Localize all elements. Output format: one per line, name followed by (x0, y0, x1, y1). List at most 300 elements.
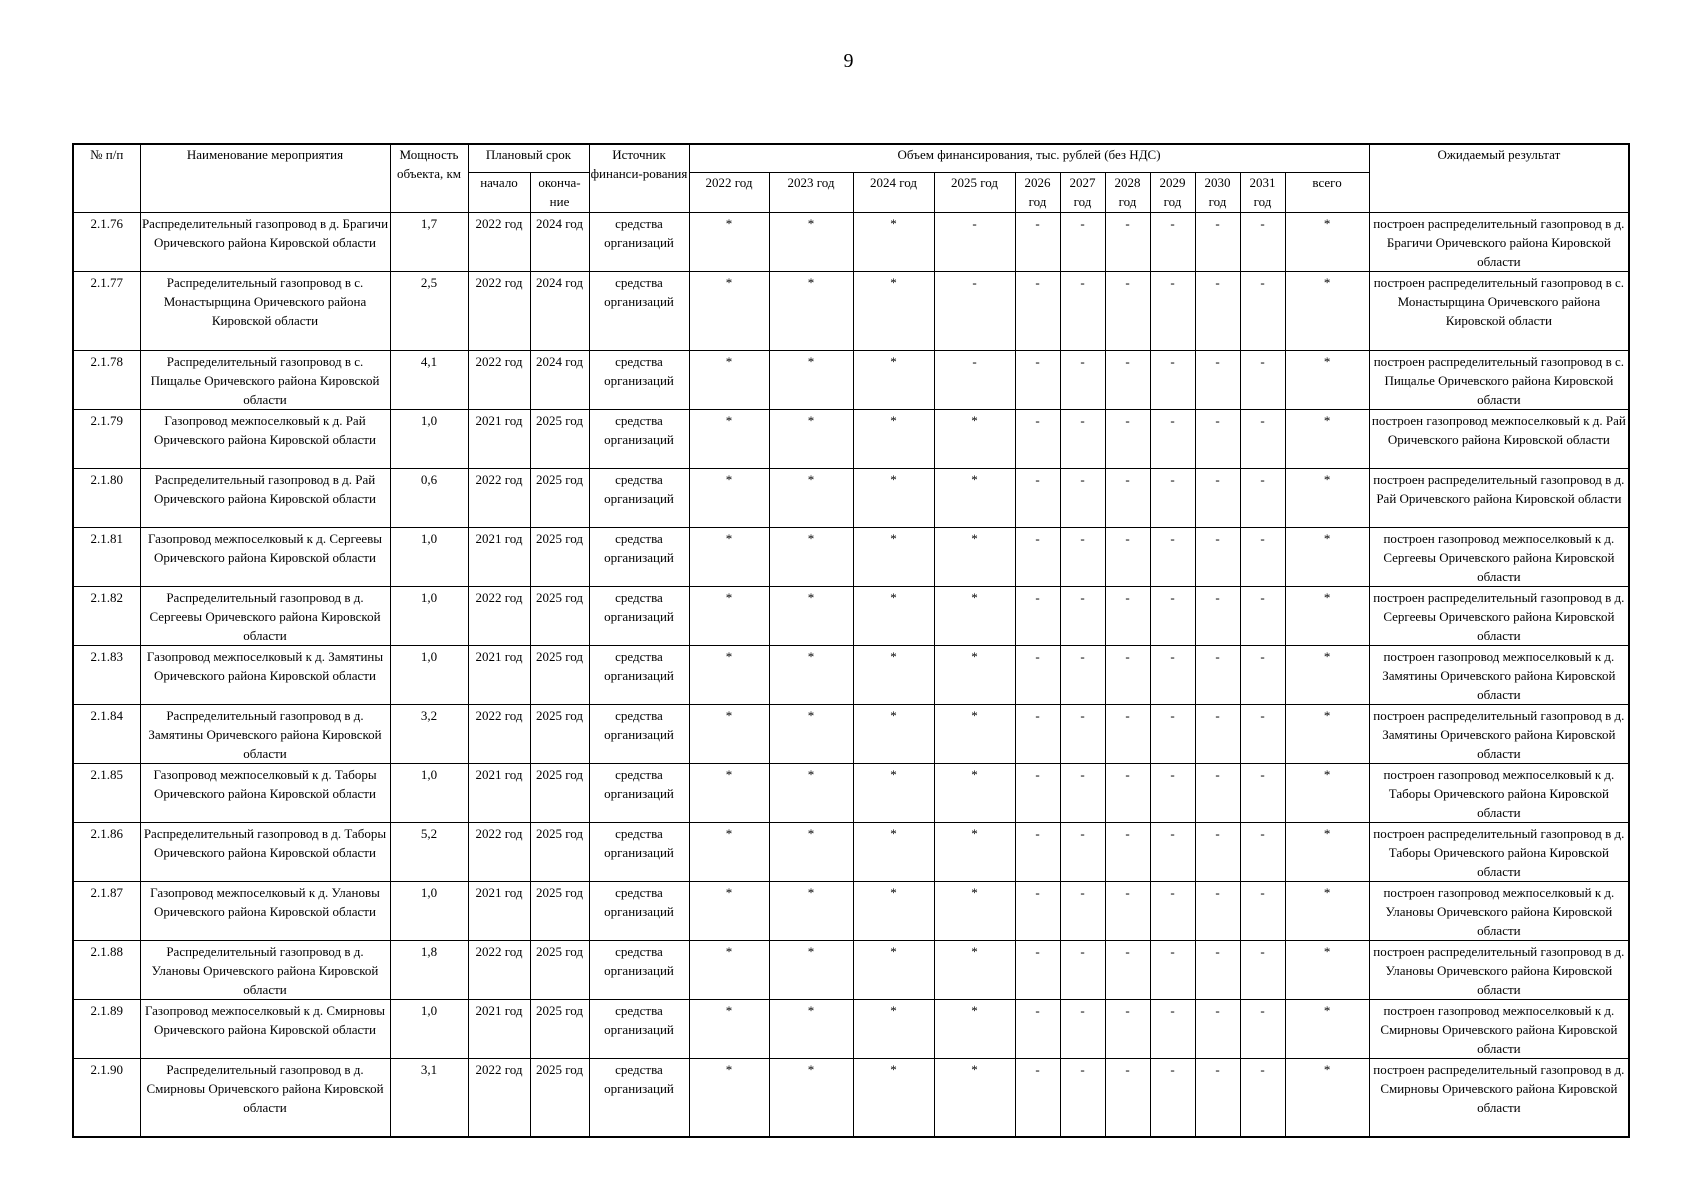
row-end: 2025 год (530, 940, 589, 999)
header-end: оконча-ние (530, 172, 589, 212)
table-row (73, 999, 1629, 1058)
row-year-funding: * (689, 645, 769, 704)
row-result: построен распределительный газопровод в д. Смирновы Оричевского района Кировской области (1369, 1058, 1629, 1137)
row-result: построен распределительный газопровод в с. Монастырщина Оричевского района Кировской области (1369, 271, 1629, 350)
row-end: 2024 год (530, 271, 589, 350)
row-year-funding: - (1015, 763, 1060, 822)
row-end: 2025 год (530, 645, 589, 704)
row-year-funding: * (769, 271, 853, 350)
row-year-funding: - (1150, 704, 1195, 763)
row-year-funding: - (1105, 271, 1150, 350)
row-capacity: 0,6 (390, 468, 468, 527)
row-source: средства организаций (589, 999, 689, 1058)
row-year-funding: - (1195, 822, 1240, 881)
row-number: 2.1.76 (73, 212, 140, 271)
row-start: 2022 год (468, 1058, 530, 1137)
row-result: построен распределительный газопровод в д. Сергеевы Оричевского района Кировской области (1369, 586, 1629, 645)
row-year-funding: - (1240, 271, 1285, 350)
row-capacity: 3,1 (390, 1058, 468, 1137)
row-start: 2022 год (468, 822, 530, 881)
row-year-funding: - (1060, 940, 1105, 999)
row-year-funding: - (1195, 527, 1240, 586)
row-year-funding: - (934, 212, 1015, 271)
row-result: построен газопровод межпоселковый к д. Замятины Оричевского района Кировской области (1369, 645, 1629, 704)
row-end: 2025 год (530, 999, 589, 1058)
row-number: 2.1.90 (73, 1058, 140, 1137)
row-year-funding: - (1015, 999, 1060, 1058)
row-year-funding: - (1015, 468, 1060, 527)
row-name: Распределительный газопровод в д. Брагичи Оричевского района Кировской области (140, 212, 390, 271)
row-name: Распределительный газопровод в д. Улановы Оричевского района Кировской области (140, 940, 390, 999)
row-year-funding: * (689, 271, 769, 350)
row-year-funding: - (1060, 822, 1105, 881)
row-year-funding: * (689, 940, 769, 999)
row-number: 2.1.79 (73, 409, 140, 468)
row-source: средства организаций (589, 271, 689, 350)
row-year-funding: * (934, 468, 1015, 527)
row-name: Распределительный газопровод в д. Смирновы Оричевского района Кировской области (140, 1058, 390, 1137)
table-row (73, 881, 1629, 940)
row-number: 2.1.87 (73, 881, 140, 940)
row-number: 2.1.84 (73, 704, 140, 763)
row-end: 2025 год (530, 1058, 589, 1137)
row-year-funding: - (1105, 468, 1150, 527)
row-year-funding: * (934, 940, 1015, 999)
row-year-funding: - (1015, 212, 1060, 271)
row-year-funding: - (1150, 468, 1195, 527)
header-year: 2029 год (1150, 172, 1195, 212)
row-source: средства организаций (589, 212, 689, 271)
table-row (73, 586, 1629, 645)
row-end: 2025 год (530, 704, 589, 763)
row-year-funding: - (1015, 822, 1060, 881)
row-total: * (1285, 704, 1369, 763)
row-year-funding: - (1105, 704, 1150, 763)
page-number: 9 (843, 50, 854, 72)
row-start: 2021 год (468, 527, 530, 586)
row-year-funding: * (689, 999, 769, 1058)
header-planned-term: Плановый срок (468, 144, 589, 172)
row-capacity: 2,5 (390, 271, 468, 350)
table-row (73, 212, 1629, 271)
row-end: 2024 год (530, 212, 589, 271)
row-year-funding: - (1105, 999, 1150, 1058)
row-year-funding: * (689, 704, 769, 763)
row-capacity: 1,0 (390, 881, 468, 940)
row-year-funding: - (1240, 763, 1285, 822)
row-year-funding: * (769, 1058, 853, 1137)
row-year-funding: - (1240, 822, 1285, 881)
row-source: средства организаций (589, 350, 689, 409)
row-year-funding: - (1015, 409, 1060, 468)
row-year-funding: - (1015, 645, 1060, 704)
row-year-funding: - (1150, 271, 1195, 350)
row-year-funding: - (1060, 527, 1105, 586)
row-source: средства организаций (589, 645, 689, 704)
row-end: 2025 год (530, 409, 589, 468)
row-year-funding: - (1150, 763, 1195, 822)
row-year-funding: - (1195, 350, 1240, 409)
row-total: * (1285, 212, 1369, 271)
row-year-funding: - (1195, 271, 1240, 350)
row-year-funding: * (934, 881, 1015, 940)
header-year: 2026 год (1015, 172, 1060, 212)
row-year-funding: - (1105, 1058, 1150, 1137)
row-year-funding: - (934, 271, 1015, 350)
row-result: построен газопровод межпоселковый к д. Улановы Оричевского района Кировской области (1369, 881, 1629, 940)
row-end: 2025 год (530, 822, 589, 881)
row-result: построен распределительный газопровод в д. Таборы Оричевского района Кировской области (1369, 822, 1629, 881)
row-year-funding: - (1240, 645, 1285, 704)
row-year-funding: * (769, 586, 853, 645)
row-capacity: 1,7 (390, 212, 468, 271)
row-total: * (1285, 999, 1369, 1058)
row-capacity: 1,0 (390, 999, 468, 1058)
row-start: 2022 год (468, 271, 530, 350)
row-year-funding: - (1105, 586, 1150, 645)
row-name: Газопровод межпоселковый к д. Смирновы Оричевского района Кировской области (140, 999, 390, 1058)
row-year-funding: * (769, 350, 853, 409)
row-year-funding: - (1060, 704, 1105, 763)
row-year-funding: * (853, 999, 934, 1058)
row-year-funding: - (1105, 350, 1150, 409)
row-year-funding: * (853, 704, 934, 763)
row-year-funding: - (1195, 468, 1240, 527)
row-year-funding: - (1015, 704, 1060, 763)
row-year-funding: * (934, 586, 1015, 645)
row-capacity: 1,0 (390, 409, 468, 468)
row-year-funding: * (853, 645, 934, 704)
row-total: * (1285, 271, 1369, 350)
row-capacity: 1,0 (390, 527, 468, 586)
row-year-funding: - (1150, 881, 1195, 940)
row-total: * (1285, 350, 1369, 409)
header-year: 2031 год (1240, 172, 1285, 212)
row-result: построен распределительный газопровод в д. Рай Оричевского района Кировской области (1369, 468, 1629, 527)
row-year-funding: - (1060, 999, 1105, 1058)
table-row (73, 468, 1629, 527)
row-year-funding: - (1015, 586, 1060, 645)
row-year-funding: * (853, 822, 934, 881)
row-year-funding: - (1240, 1058, 1285, 1137)
header-num: № п/п (73, 144, 140, 212)
row-name: Газопровод межпоселковый к д. Рай Оричевского района Кировской области (140, 409, 390, 468)
row-year-funding: - (1150, 822, 1195, 881)
row-year-funding: - (1150, 645, 1195, 704)
row-number: 2.1.77 (73, 271, 140, 350)
row-year-funding: * (853, 409, 934, 468)
row-result: построен газопровод межпоселковый к д. Рай Оричевского района Кировской области (1369, 409, 1629, 468)
row-start: 2022 год (468, 350, 530, 409)
row-year-funding: * (769, 763, 853, 822)
header-year: 2024 год (853, 172, 934, 212)
row-name: Распределительный газопровод в д. Рай Оричевского района Кировской области (140, 468, 390, 527)
row-name: Газопровод межпоселковый к д. Улановы Оричевского района Кировской области (140, 881, 390, 940)
row-total: * (1285, 1058, 1369, 1137)
row-year-funding: * (689, 763, 769, 822)
row-year-funding: - (1015, 940, 1060, 999)
row-year-funding: - (1240, 527, 1285, 586)
row-year-funding: * (934, 704, 1015, 763)
row-year-funding: * (689, 350, 769, 409)
row-year-funding: - (1195, 212, 1240, 271)
row-number: 2.1.89 (73, 999, 140, 1058)
row-year-funding: * (689, 409, 769, 468)
row-capacity: 3,2 (390, 704, 468, 763)
row-year-funding: - (1150, 409, 1195, 468)
row-start: 2021 год (468, 881, 530, 940)
row-end: 2025 год (530, 881, 589, 940)
row-result: построен распределительный газопровод в д. Брагичи Оричевского района Кировской области (1369, 212, 1629, 271)
row-year-funding: - (1150, 527, 1195, 586)
row-year-funding: - (1195, 409, 1240, 468)
row-year-funding: * (769, 704, 853, 763)
row-year-funding: * (769, 881, 853, 940)
row-result: построен газопровод межпоселковый к д. Смирновы Оричевского района Кировской области (1369, 999, 1629, 1058)
row-year-funding: - (1105, 527, 1150, 586)
row-total: * (1285, 881, 1369, 940)
row-year-funding: - (1150, 212, 1195, 271)
row-capacity: 1,8 (390, 940, 468, 999)
header-year: 2028 год (1105, 172, 1150, 212)
row-capacity: 5,2 (390, 822, 468, 881)
table-row (73, 409, 1629, 468)
row-year-funding: - (1240, 468, 1285, 527)
row-start: 2021 год (468, 645, 530, 704)
row-end: 2025 год (530, 468, 589, 527)
row-year-funding: - (1195, 645, 1240, 704)
row-number: 2.1.83 (73, 645, 140, 704)
row-start: 2021 год (468, 999, 530, 1058)
row-end: 2025 год (530, 586, 589, 645)
header-start: начало (468, 172, 530, 212)
row-end: 2025 год (530, 527, 589, 586)
row-start: 2022 год (468, 704, 530, 763)
row-year-funding: - (1240, 704, 1285, 763)
row-year-funding: * (934, 822, 1015, 881)
row-year-funding: * (769, 212, 853, 271)
row-year-funding: - (1015, 271, 1060, 350)
row-result: построен распределительный газопровод в с. Пищалье Оричевского района Кировской области (1369, 350, 1629, 409)
header-capacity: Мощность объекта, км (390, 144, 468, 212)
row-number: 2.1.85 (73, 763, 140, 822)
row-start: 2022 год (468, 468, 530, 527)
row-result: построен распределительный газопровод в д. Замятины Оричевского района Кировской области (1369, 704, 1629, 763)
row-year-funding: * (769, 409, 853, 468)
table-body (73, 212, 1629, 1137)
row-year-funding: - (1195, 881, 1240, 940)
table-row (73, 940, 1629, 999)
row-year-funding: - (1060, 586, 1105, 645)
row-result: построен газопровод межпоселковый к д. Таборы Оричевского района Кировской области (1369, 763, 1629, 822)
row-year-funding: - (1195, 999, 1240, 1058)
row-source: средства организаций (589, 1058, 689, 1137)
row-total: * (1285, 763, 1369, 822)
row-year-funding: * (689, 468, 769, 527)
row-year-funding: * (853, 1058, 934, 1137)
row-year-funding: - (1060, 763, 1105, 822)
row-year-funding: * (769, 999, 853, 1058)
row-total: * (1285, 586, 1369, 645)
row-year-funding: - (1150, 940, 1195, 999)
row-capacity: 1,0 (390, 586, 468, 645)
row-year-funding: - (1060, 409, 1105, 468)
row-year-funding: - (1150, 999, 1195, 1058)
row-year-funding: - (1060, 645, 1105, 704)
row-year-funding: * (689, 881, 769, 940)
row-year-funding: * (853, 586, 934, 645)
header-funding: Объем финансирования, тыс. рублей (без НДС) (689, 144, 1369, 172)
row-year-funding: - (1240, 586, 1285, 645)
row-year-funding: - (1060, 271, 1105, 350)
row-year-funding: * (853, 527, 934, 586)
row-source: средства организаций (589, 763, 689, 822)
row-year-funding: - (1105, 212, 1150, 271)
row-year-funding: - (1195, 586, 1240, 645)
row-total: * (1285, 822, 1369, 881)
row-year-funding: * (769, 527, 853, 586)
table-row (73, 822, 1629, 881)
header-source: Источник финанси-рования (589, 144, 689, 212)
row-year-funding: - (1105, 881, 1150, 940)
row-year-funding: - (1060, 881, 1105, 940)
row-year-funding: * (853, 212, 934, 271)
row-result: построен газопровод межпоселковый к д. Сергеевы Оричевского района Кировской области (1369, 527, 1629, 586)
row-year-funding: * (853, 881, 934, 940)
row-year-funding: - (1240, 999, 1285, 1058)
row-capacity: 1,0 (390, 645, 468, 704)
row-year-funding: - (934, 350, 1015, 409)
row-year-funding: * (769, 468, 853, 527)
row-year-funding: - (1105, 409, 1150, 468)
row-year-funding: * (853, 468, 934, 527)
row-capacity: 1,0 (390, 763, 468, 822)
row-year-funding: - (1105, 645, 1150, 704)
row-name: Распределительный газопровод в с. Пищалье Оричевского района Кировской области (140, 350, 390, 409)
header-name: Наименование мероприятия (140, 144, 390, 212)
table-row (73, 1058, 1629, 1137)
row-year-funding: - (1105, 940, 1150, 999)
row-name: Распределительный газопровод в д. Таборы Оричевского района Кировской области (140, 822, 390, 881)
row-end: 2024 год (530, 350, 589, 409)
row-number: 2.1.86 (73, 822, 140, 881)
row-year-funding: * (934, 645, 1015, 704)
header-year: 2023 год (769, 172, 853, 212)
row-year-funding: * (769, 822, 853, 881)
row-source: средства организаций (589, 586, 689, 645)
row-number: 2.1.81 (73, 527, 140, 586)
row-name: Распределительный газопровод в с. Монастырщина Оричевского района Кировской области (140, 271, 390, 350)
row-year-funding: - (1150, 586, 1195, 645)
row-year-funding: - (1015, 527, 1060, 586)
row-year-funding: * (689, 1058, 769, 1137)
row-start: 2021 год (468, 409, 530, 468)
row-source: средства организаций (589, 940, 689, 999)
row-year-funding: - (1240, 212, 1285, 271)
row-year-funding: * (689, 586, 769, 645)
row-result: построен распределительный газопровод в д. Улановы Оричевского района Кировской области (1369, 940, 1629, 999)
row-number: 2.1.88 (73, 940, 140, 999)
row-year-funding: * (934, 763, 1015, 822)
row-name: Газопровод межпоселковый к д. Таборы Оричевского района Кировской области (140, 763, 390, 822)
table-row (73, 645, 1629, 704)
header-year: 2025 год (934, 172, 1015, 212)
row-start: 2021 год (468, 763, 530, 822)
header-total: всего (1285, 172, 1369, 212)
row-year-funding: - (1195, 1058, 1240, 1137)
row-year-funding: - (1015, 881, 1060, 940)
row-start: 2022 год (468, 586, 530, 645)
funding-plan-table (72, 143, 1630, 1138)
row-year-funding: * (769, 645, 853, 704)
row-year-funding: * (934, 999, 1015, 1058)
row-year-funding: * (689, 822, 769, 881)
row-year-funding: * (934, 409, 1015, 468)
row-name: Распределительный газопровод в д. Сергеевы Оричевского района Кировской области (140, 586, 390, 645)
row-year-funding: - (1195, 704, 1240, 763)
row-capacity: 4,1 (390, 350, 468, 409)
row-year-funding: * (853, 271, 934, 350)
row-start: 2022 год (468, 212, 530, 271)
row-number: 2.1.82 (73, 586, 140, 645)
row-total: * (1285, 527, 1369, 586)
row-year-funding: - (1015, 350, 1060, 409)
table-row (73, 704, 1629, 763)
row-year-funding: - (1150, 1058, 1195, 1137)
table-row (73, 271, 1629, 350)
table-row (73, 763, 1629, 822)
row-year-funding: - (1240, 350, 1285, 409)
row-year-funding: * (934, 1058, 1015, 1137)
row-name: Газопровод межпоселковый к д. Сергеевы Оричевского района Кировской области (140, 527, 390, 586)
header-year: 2022 год (689, 172, 769, 212)
row-source: средства организаций (589, 409, 689, 468)
header-result: Ожидаемый результат (1369, 144, 1629, 212)
row-total: * (1285, 409, 1369, 468)
row-year-funding: - (1240, 940, 1285, 999)
row-source: средства организаций (589, 527, 689, 586)
row-year-funding: - (1015, 1058, 1060, 1137)
row-end: 2025 год (530, 763, 589, 822)
row-year-funding: * (853, 940, 934, 999)
row-name: Распределительный газопровод в д. Замятины Оричевского района Кировской области (140, 704, 390, 763)
row-source: средства организаций (589, 822, 689, 881)
row-year-funding: - (1240, 409, 1285, 468)
row-source: средства организаций (589, 881, 689, 940)
row-year-funding: - (1105, 822, 1150, 881)
row-year-funding: - (1150, 350, 1195, 409)
row-source: средства организаций (589, 468, 689, 527)
row-year-funding: - (1240, 881, 1285, 940)
table-row (73, 350, 1629, 409)
row-number: 2.1.80 (73, 468, 140, 527)
row-year-funding: * (689, 527, 769, 586)
row-year-funding: * (853, 350, 934, 409)
row-year-funding: - (1060, 1058, 1105, 1137)
header-year: 2030 год (1195, 172, 1240, 212)
row-year-funding: - (1195, 940, 1240, 999)
row-total: * (1285, 468, 1369, 527)
row-total: * (1285, 940, 1369, 999)
row-total: * (1285, 645, 1369, 704)
row-year-funding: * (769, 940, 853, 999)
row-year-funding: - (1105, 763, 1150, 822)
row-source: средства организаций (589, 704, 689, 763)
row-year-funding: * (934, 527, 1015, 586)
row-number: 2.1.78 (73, 350, 140, 409)
row-year-funding: * (853, 763, 934, 822)
row-year-funding: - (1060, 468, 1105, 527)
